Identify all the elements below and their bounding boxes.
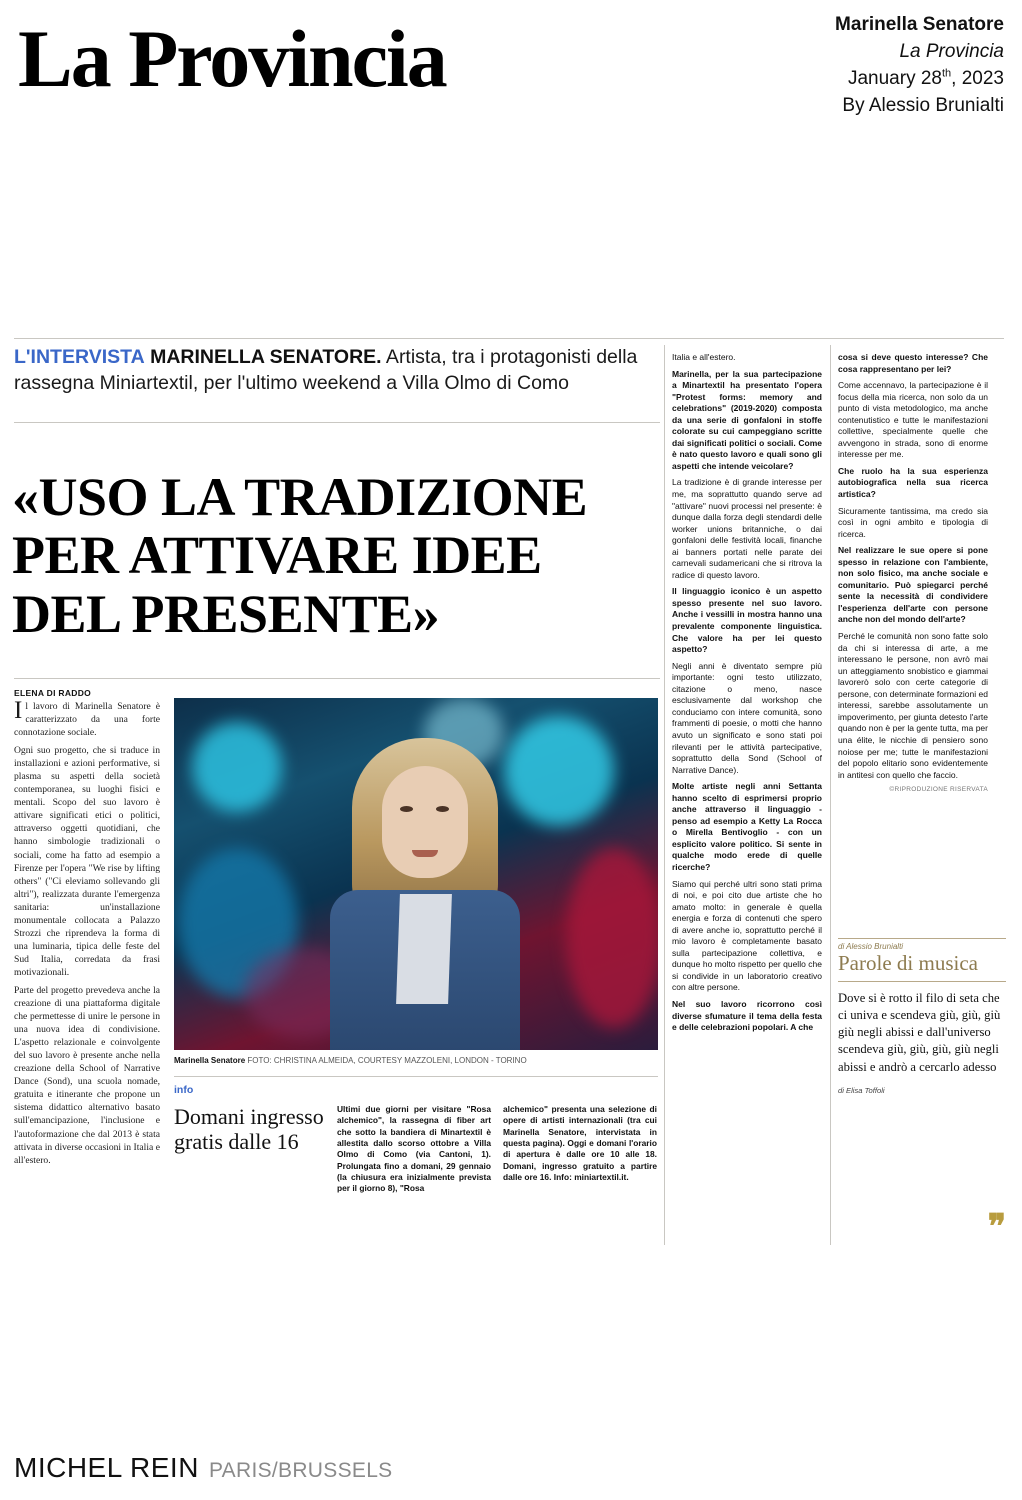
- answer: Siamo qui perché ultri sono stati prima di noi, e poi cito due artiste che ho amato molto: in generale è quella energia e forza di contenuti che spero di avere anche io, soprattutto perché il mio lavoro è completamente basato sulla partecipazione collettiva, e dunque ho molto rispetto per quello che si condivide in un laboratorio creativo con altre persone.: [672, 878, 822, 993]
- question: Molte artiste negli anni Settanta hanno scelto di esprimersi proprio anche attraverso il linguaggio - penso ad esempio a Ketty La Rocca o Mirella Bentivoglio - con un esplicito valore politico. Si sente in qualche modo erede di quelle ricerche?: [672, 781, 822, 872]
- article-photo: [174, 698, 658, 1050]
- poem-author: di Alessio Brunialti: [838, 942, 904, 951]
- rule-above-info: [174, 1076, 658, 1077]
- question: cosa si deve questo interesse? Che cosa rappresentano per lei?: [838, 352, 988, 374]
- article-author: By Alessio Brunialti: [842, 94, 1004, 116]
- rule-under-headline: [14, 678, 660, 679]
- interview-right-column: [838, 352, 988, 800]
- info-title: Domani ingresso gratis dalle 16: [174, 1104, 324, 1155]
- question: Che ruolo ha la sua esperienza autobiografica nella sua ricerca artistica?: [838, 465, 988, 500]
- paragraph: Il lavoro di Marinella Senatore è caratterizzato da una forte connotazione sociale.: [14, 697, 160, 739]
- answer: Perché le comunità non sono fatte solo da chi si interessa di arte, a me interessano le persone, non avrò mai un atteggiamento snobistico e giammai lavorerò solo con certe categorie di persone, con determinate formazioni ed interessi, sarebbe assolutamente un impoverimento, per giunta detesto l'arte quando non è per la gente tutta, ma per una élite, le nicchie di pensiero sono noiose per me; tutte le manifestazioni del popolo elitario sono evidentemente in antitesi con quello che faccio.: [838, 631, 988, 780]
- poem-title: Parole di musica: [838, 951, 978, 975]
- answer: Negli anni è diventato sempre più importante: ogni testo utilizzato, citazione o meno, nasce esclusivamente dal workshop che conduciamo con intere comunità, sono frammenti di poesie, o motti che hanno avuto un significato e sono stati poi rilevanti per le attività partecipative, soprattutto della Sond (School of Narrative Dance).: [672, 660, 822, 775]
- paper-logo: La Provincia: [18, 13, 446, 104]
- paragraph: Italia e all'estero.: [672, 352, 736, 362]
- masthead: [18, 8, 1004, 118]
- question: Il linguaggio iconico è un aspetto spesso presente nel suo lavoro. Anche i vessilli in mostra hanno una prevalente componente linguistica. Che valore ha per lei questo aspetto?: [672, 586, 822, 655]
- photo-caption: [174, 1056, 658, 1065]
- kicker-rest: Artista, tra i protagonisti della rassegna Miniartextil, per l'ultimo weekend a Villa Olmo di Como: [14, 346, 638, 394]
- question: Nel suo lavoro ricorrono così diverse sfumature il tema della festa e delle celebrazioni popolari. A che: [672, 998, 822, 1033]
- info-paragraph: Ultimi due giorni per visitare "Rosa alchemico", la rassegna di fiber art che sotto la bandiera di Minartextil è allestita dallo scorso ottobre a Villa Olmo di Como (via Cantoni, 1). Prolungata fino a domani, 29 gennaio (la chiusura era inizialmente prevista per il giorno 8), "Rosa: [337, 1104, 491, 1194]
- photo-image: [174, 698, 658, 1050]
- paragraph: Ogni suo progetto, che si traduce in installazioni e azioni performative, si plasma su aspetti della società contemporanea, su luoghi fisici e mentali. Scopo del suo lavoro è attivare significati etici o politici, attraverso oggetti quotidiani, che hanno simbologie tradizionali o sociali, come ha fatto ad esempio a Firenze per l'opera "We rise by lifting others" ("Ci eleviamo sollevando gli altri"), realizzata durante l'emergenza sanitaria: un'installazione monumentale collocata a Palazzo Strozzi che riprendeva la forma di una luminaria, tipica delle feste del Sud Italia, corredata da frasi motivazionali.: [14, 745, 160, 978]
- gallery-name: MICHEL REIN: [14, 1452, 199, 1483]
- info-paragraph: alchemico" presenta una selezione di opere di artisti internazionali (tra cui Marinella Senatore, intervistata in questa pagina). Oggi e domani l'orario di apertura è dalle ore 10 alle 18. Domani, ingresso gratuito a partire dalle ore 16. Info: miniartextil.it.: [503, 1104, 657, 1183]
- answer: La tradizione è di grande interesse per me, ma soprattutto quando serve ad "attivare" nuovi processi nel presente: è dunque dalla forza degli stendardi delle worker unions britanniche, o dai gonfaloni delle festività locali, finanche ai banners portati nelle parate dei carnevali sudamericani che si ritrova la radice di questo lavoro.: [672, 477, 822, 580]
- question: Marinella, per la sua partecipazione a Minartextil ha presentato l'opera "Protest forms: memory and celebrations" (2019-2020) composta da una serie di gonfaloni in stoffe colorate su cui campeggiano scritte dai significati politici o sociali. Come è nato questo lavoro e quali sono gli aspetti che intende veicolare?: [672, 368, 822, 471]
- page-title: «USO LA TRADIZIONE PER ATTIVARE IDEE DEL PRESENTE»: [12, 467, 588, 644]
- poem-rule-mid: [838, 981, 1006, 982]
- answer: Come accennavo, la partecipazione è il focus della mia ricerca, non solo da un punto di vista metodologico, ma anche contenutistico e tutte le manifestazioni collettive, specialmente quelle che avvengono in strada, sono di enorme interesse per me.: [838, 380, 988, 460]
- footer: [14, 1452, 392, 1484]
- rule-top: [14, 338, 1004, 339]
- byline: ELENA DI RADDO: [14, 688, 92, 698]
- photo-caption-credit: FOTO: CHRISTINA ALMEIDA, COURTESY MAZZOLENI, LONDON - TORINO: [247, 1056, 527, 1065]
- paragraph: Parte del progetto prevedeva anche la creazione di una piattaforma digitale che permettesse di unire le persone in una nuova idea di condivisione. L'aspetto relazionale e coinvolgente del suo lavoro è presente anche nella creazione della School of Narrative Dance (Sond), una scuola nomade, gratuita e itinerante che propone un sistema didattico alternativo basato sull'emancipazione, l'inclusione e l'autoformazione che dal 2013 è stata attivata in diverse occasioni in Italia e all'estero.: [14, 984, 160, 1166]
- credit-block: [835, 12, 1004, 120]
- poem-box: [838, 938, 1006, 1246]
- rule-col-left: [664, 345, 665, 1245]
- quote-mark-icon: ❞: [987, 1209, 1006, 1246]
- artist-name: Marinella Senatore: [835, 14, 1004, 35]
- rule-col-right: [830, 345, 831, 1245]
- photo-caption-name: Marinella Senatore: [174, 1056, 246, 1065]
- poem-signature: di Elisa Toffoli: [838, 1085, 885, 1095]
- rule-under-kicker: [14, 422, 660, 423]
- kicker-name: MARINELLA SENATORE.: [150, 346, 382, 368]
- kicker: [14, 345, 654, 397]
- publication-name: La Provincia: [899, 40, 1004, 62]
- poem-rule-top: [838, 938, 1006, 939]
- answer: Sicuramente tantissima, ma credo sia così in ogni ambito e tipologia di ricerca.: [838, 505, 988, 539]
- publication-date: January 28th, 2023: [847, 67, 1004, 89]
- kicker-label: L'INTERVISTA: [14, 346, 145, 368]
- interview-center-column: [672, 352, 822, 1039]
- copyright-note: ©RIPRODUZIONE RISERVATA: [889, 786, 988, 794]
- gallery-cities: PARIS/BRUSSELS: [208, 1459, 393, 1482]
- question: Nel realizzare le sue opere si pone spesso in relazione con l'ambiente, non solo fisico, ma anche sociale e comunitario. Può spiegarci perché sente la necessità di condividere l'esperienza dell'arte con persone anche non del mondo dell'arte?: [838, 545, 988, 625]
- article-left-column: [14, 697, 160, 1172]
- poem-text: Dove si è rotto il filo di seta che ci univa e scendeva giù, giù, giù giù negli abissi e dall'universo scendeva giù, giù, giù, giù negli abissi e andrò a cercarlo adesso: [838, 991, 1001, 1074]
- photo-subject: [324, 738, 524, 1050]
- info-label: info: [174, 1084, 194, 1096]
